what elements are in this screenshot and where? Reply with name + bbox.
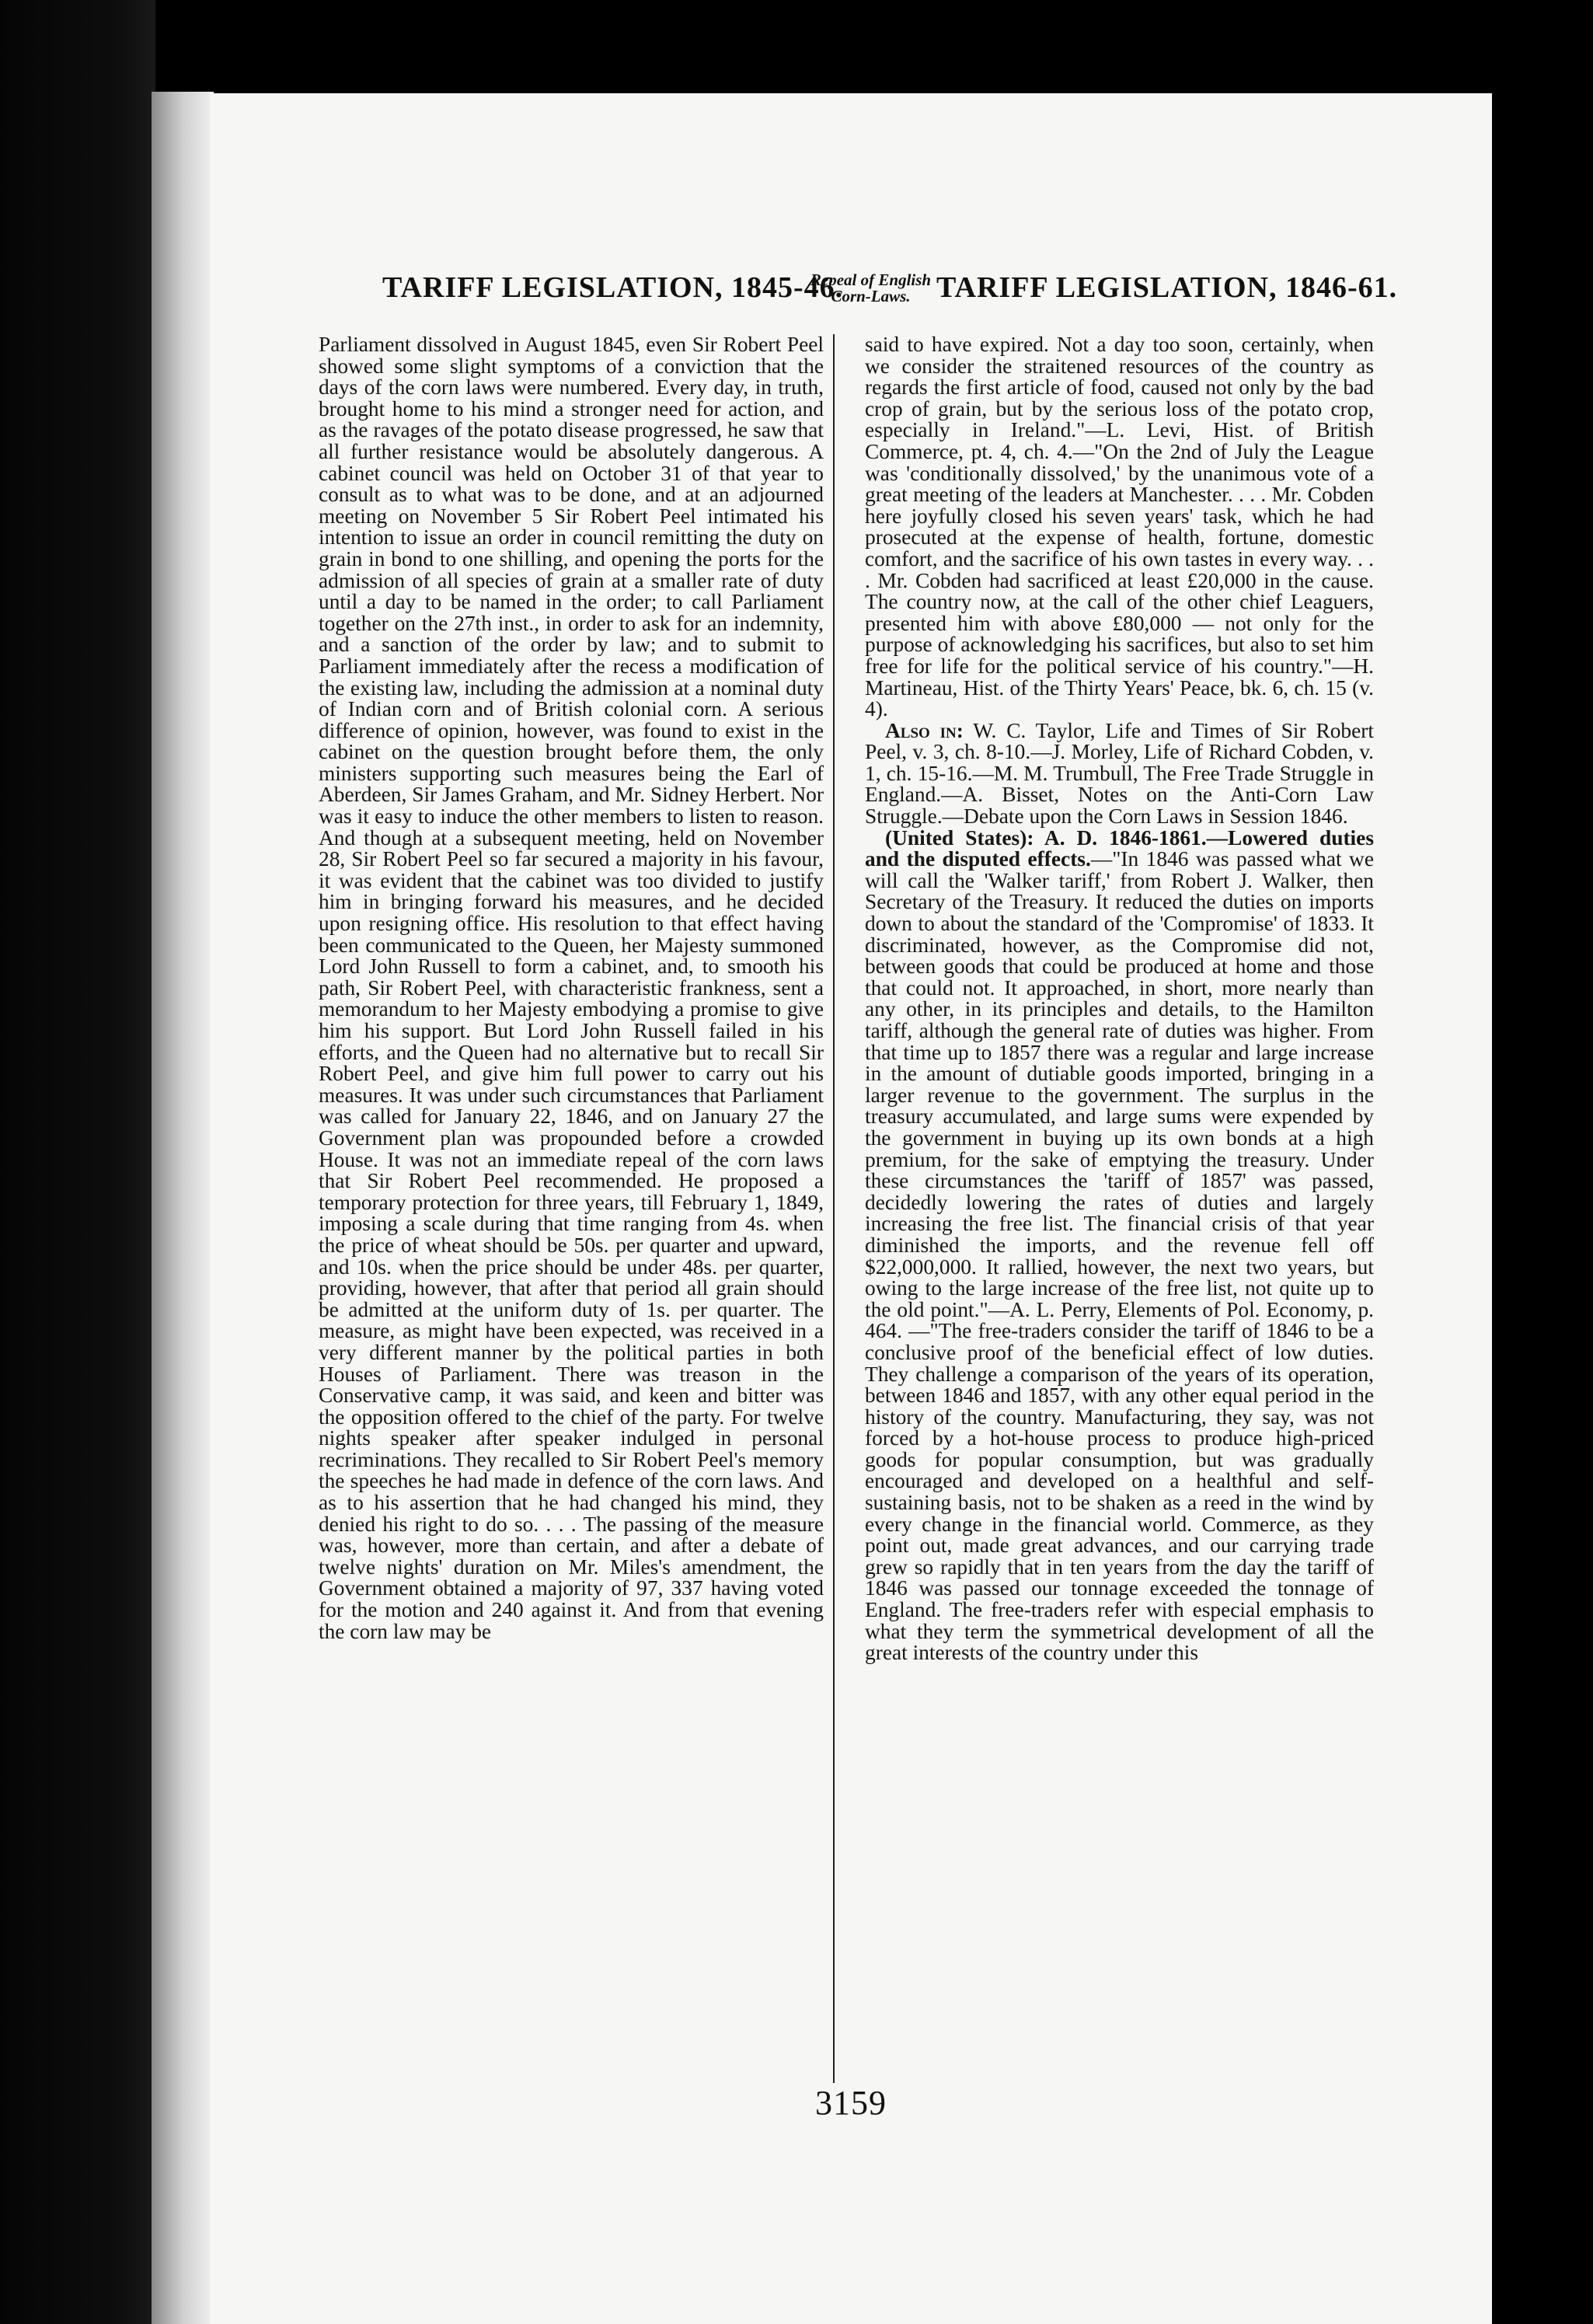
document-page bbox=[210, 93, 1492, 2324]
section-heading: (United States): A. D. 1846-1861.—Lowered duties and the disputed effects. bbox=[865, 825, 1374, 871]
page-edge-shadow bbox=[152, 92, 214, 2324]
also-in-text: W. C. Taylor, Life and Times of Sir Robert Peel, v. 3, ch. 8-10.—J. Morley, Life of Richard Cobden, v. 1, ch. 15-16.—M. M. Trumbull, The Free Trade Struggle in England.—A. Bisset, Notes on the Anti-Corn Law Struggle.—Debate upon the Corn Laws in Session 1846. bbox=[865, 718, 1374, 829]
right-column bbox=[865, 334, 1374, 2068]
column-divider bbox=[833, 334, 835, 2083]
running-head-left: TARIFF LEGISLATION, 1845-46. bbox=[382, 271, 844, 304]
right-column-paragraph-1: said to have expired. Not a day too soon, certainly, when we consider the straitened resources of the country as regards the first article of food, caused not only by the bad crop of grain, but by the serious loss of the potato crop, especially in Ireland."—L. Levi, Hist. of British Commerce, pt. 4, ch. 4.—"On the 2nd of July the League was 'conditionally dissolved,' by the unanimous vote of a great meeting of the leaders at Manchester. . . . Mr. Cobden here joyfully closed his seven years' task, which he had prosecuted at the expense of health, fortune, domestic comfort, and the sacrifice of his own tastes in every way. . . . Mr. Cobden had sacrificed at least £20,000 in the cause. The country now, at the call of the other chief Leaguers, presented him with above £80,000 — not only for the purpose of acknowledging his sacrifices, but also to set him free for life for the political service of his country."—H. Martineau, Hist. of the Thirty Years' Peace, bk. 6, ch. 15 (v. 4). bbox=[865, 334, 1374, 721]
side-note: Repeal of English Corn-Laws. bbox=[810, 270, 932, 305]
also-in-paragraph bbox=[865, 718, 1374, 829]
left-column bbox=[319, 334, 824, 2068]
scan-left-margin bbox=[0, 0, 155, 2324]
running-head-right: TARIFF LEGISLATION, 1846-61. bbox=[936, 271, 1398, 304]
right-column-paragraph-2: —"In 1846 was passed what we will call the 'Walker tariff,' from Robert J. Walker, then Secretary of the Treasury. It reduced the duties on imports down to about the standard of the 'Compromise' of 1833. It discriminated, however, as the Compromise did not, between goods that could be produced at home and those that could not. It approached, in short, more nearly than any other, in its principles and details, to the Hamilton tariff, although the general rate of duties was higher. From that time up to 1857 there was a regular and large increase in the amount of dutiable goods imported, bringing in a larger revenue to the government. The surplus in the treasury accumulated, and large sums were expended by the government in buying up its own bonds at a high premium, for the sake of emptying the treasury. Under these circumstances the 'tariff of 1857' was passed, decidedly lowering the rates of duties and largely increasing the free list. The financial crisis of that year diminished the imports, and the revenue fell off $22,000,000. It rallied, however, the next two years, but owing to the large increase of the free list, not quite up to the old point."—A. L. Perry, Elements of Pol. Economy, p. 464. —"The free-traders consider the tariff of 1846 to be a conclusive proof of the beneficial effect of low duties. They challenge a comparison of the years of its operation, between 1846 and 1857, with any other equal period in the history of the country. Manufacturing, they say, was not forced by a hot-house process to produce high-priced goods for popular consumption, but was gradually encouraged and developed on a healthful and self-sustaining basis, not to be shaken as a reed in the wind by every change in the financial world. Commerce, as they point out, made great advances, and our carrying trade grew so rapidly that in ten years from the day the tariff of 1846 was passed our tonnage exceeded the tonnage of England. The free-traders refer with especial emphasis to what they term the symmetrical development of all the great interests of the country under this bbox=[865, 847, 1374, 1665]
left-column-paragraph: Parliament dissolved in August 1845, even Sir Robert Peel showed some slight symptoms of a conviction that the days of the corn laws were numbered. Every day, in truth, brought home to his mind a stronger need for action, and as the ravages of the potato disease progressed, he saw that all further resistance would be absolutely dangerous. A cabinet council was held on October 31 of that year to consult as to what was to be done, and at an adjourned meeting on November 5 Sir Robert Peel intimated his intention to issue an order in council remitting the duty on grain in bond to one shilling, and opening the ports for the admission of all species of grain at a smaller rate of duty until a day to be named in the order; to call Parliament together on the 27th inst., in order to ask for an indemnity, and a sanction of the order by law; and to submit to Parliament immediately after the recess a modification of the existing law, including the admission at a nominal duty of Indian corn and of British colonial corn. A serious difference of opinion, however, was found to exist in the cabinet on the question brought before them, the only ministers supporting such measures being the Earl of Aberdeen, Sir James Graham, and Mr. Sidney Herbert. Nor was it easy to induce the other members to listen to reason. And though at a subsequent meeting, held on November 28, Sir Robert Peel so far secured a majority in his favour, it was evident that the cabinet was too divided to justify him in bringing forward his measures, and he decided upon resigning office. His resolution to that effect having been communicated to the Queen, her Majesty summoned Lord John Russell to form a cabinet, and, to smooth his path, Sir Robert Peel, with characteristic frankness, sent a memorandum to her Majesty embodying a promise to give him his support. But Lord John Russell failed in his efforts, and the Queen had no alternative but to recall Sir Robert Peel, and give him full power to carry out his measures. It was under such circumstances that Parliament was called for January 22, 1846, and on January 27 the Government plan was propounded before a crowded House. It was not an immediate repeal of the corn laws that Sir Robert Peel recommended. He proposed a temporary protection for three years, till February 1, 1849, imposing a scale during that time ranging from 4s. when the price of wheat should be 50s. per quarter and upward, and 10s. when the price should be under 48s. per quarter, providing, however, that after that period all grain should be admitted at the uniform duty of 1s. per quarter. The measure, as might have been expected, was received in a very different manner by the political parties in both Houses of Parliament. There was treason in the Conservative camp, it was said, and keen and bitter was the opposition offered to the chief of the party. For twelve nights speaker after speaker indulged in personal recriminations. They recalled to Sir Robert Peel's memory the speeches he had made in defence of the corn laws. And as to his assertion that he had changed his mind, they denied his right to do so. . . . The passing of the measure was, however, more than certain, and after a debate of twelve nights' duration on Mr. Miles's amendment, the Government obtained a majority of 97, 337 having voted for the motion and 240 against it. And from that evening the corn law may be bbox=[319, 334, 824, 1643]
section-paragraph bbox=[865, 825, 1374, 1665]
page-number: 3159 bbox=[815, 2084, 887, 2122]
also-in-label: Also in: bbox=[885, 718, 964, 742]
